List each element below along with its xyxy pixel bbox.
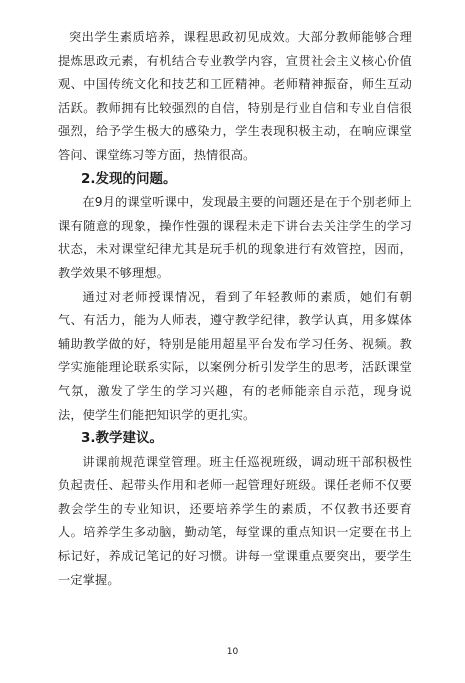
paragraph-problems-2: 通过对老师授课情况，看到了年轻教师的素质，她们有朝气、有活力，能为人师表，遵守教学纪律，教学认真，用多媒体辅助教学做的好，特别是能用超星平台发布学习任务、视频。教学实施能理论联系实际，以案例分析引发学生的思考，活跃课堂气氛，激发了学生的学习兴趣，有的老师能亲自示范，现身说法，使学生们能把知识学的更扎实。 [58, 289, 412, 422]
paragraph-suggestions-1: 讲课前规范课堂管理。班主任巡视班级，调动班干部积极性负起责任、起带头作用和老师一起管理好班级。课任老师不仅要教会学生的专业知识，还要培养学生的素质，不仅教书还要育人。培养学生多动脑，勤动笔，每堂课的重点知识一定要在书上标记好，养成记笔记的好习惯。讲每一堂课重点要突出，要学生一定掌握。 [58, 454, 412, 587]
section-heading-problems: 2.发现的问题。 [80, 170, 177, 187]
page-number: 10 [226, 647, 239, 657]
page-body [58, 26, 412, 592]
paragraph-problems-1: 在9月的课堂听课中，发现最主要的问题还是在于个别老师上课有随意的现象，操作性强的课程未走下讲台去关注学生的学习状态，未对课堂纪律尤其是玩手机的现象进行有效管控，因而，教学效果不够理想。 [58, 195, 412, 280]
paragraph-continued: 突出学生素质培养，课程思政初见成效。大部分教师能够合理提炼思政元素，有机结合专业教学内容，宣贯社会主义核心价值观、中国传统文化和技艺和工匠精神。老师精神振奋，师生互动活跃。教师拥有比较强烈的自信，特别是行业自信和专业自信很强烈，给予学生极大的感染力，学生表现积极主动，在响应课堂答问、课堂练习等方面，热情很高。 [58, 30, 412, 162]
section-heading-suggestions: 3.教学建议。 [80, 430, 163, 447]
